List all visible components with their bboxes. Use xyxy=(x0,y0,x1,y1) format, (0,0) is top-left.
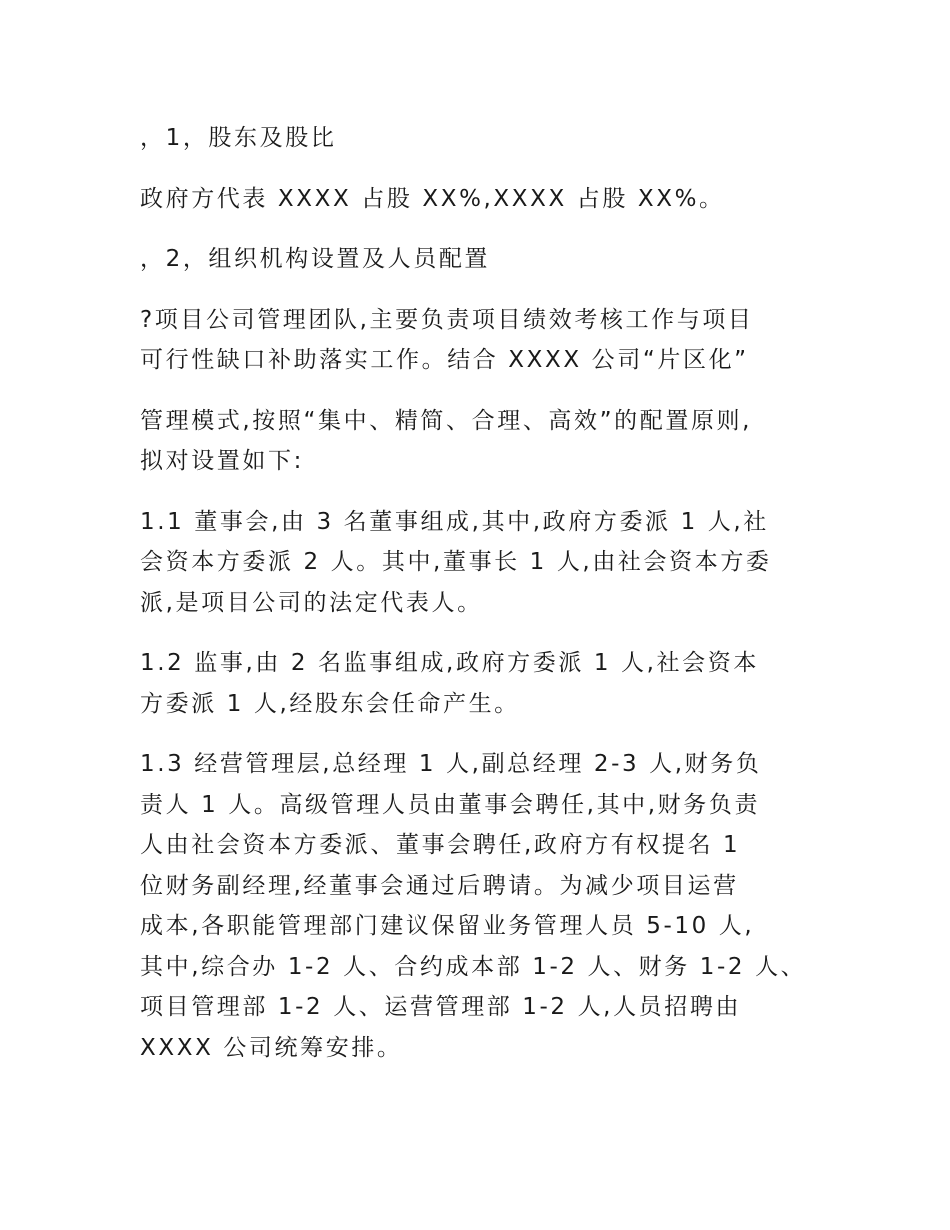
text-line: 1.2 监事,由 2 名监事组成,政府方委派 1 人,社会资本 xyxy=(140,650,759,676)
text-line: 1.3 经营管理层,总经理 1 人,副总经理 2-3 人,财务负 xyxy=(140,751,762,777)
paragraph-management-layer xyxy=(140,744,830,1068)
paragraph-supervisors xyxy=(140,643,830,724)
text-line: XXXX 公司统筹安排。 xyxy=(140,1034,403,1061)
text-line: 政府方代表 XXXX 占股 XX%,XXXX 占股 XX%。 xyxy=(140,185,725,212)
text-line: 位财务副经理,经董事会通过后聘请。为减少项目运营 xyxy=(140,872,739,899)
text-line: 成本,各职能管理部门建议保留业务管理人员 5-10 人, xyxy=(140,913,755,939)
paragraph-share-ratio xyxy=(140,179,830,220)
text-line: 方委派 1 人,经股东会任命产生。 xyxy=(140,690,520,717)
text-line: 责人 1 人。高级管理人员由董事会聘任,其中,财务负责 xyxy=(140,791,761,818)
text-line: 其中,综合办 1-2 人、合约成本部 1-2 人、财务 1-2 人、 xyxy=(140,953,807,980)
text-line: 拟对设置如下: xyxy=(140,448,304,474)
text-line: 人由社会资本方委派、董事会聘任,政府方有权提名 1 xyxy=(140,832,741,858)
text-line: 派,是项目公司的法定代表人。 xyxy=(140,589,483,616)
heading-organization xyxy=(140,239,830,280)
paragraph-management-team xyxy=(140,300,830,381)
paragraph-board xyxy=(140,502,830,624)
text-line: ?项目公司管理团队,主要负责项目绩效考核工作与项目 xyxy=(140,306,754,333)
text-line: 项目管理部 1-2 人、运营管理部 1-2 人,人员招聘由 xyxy=(140,994,742,1020)
heading-shareholders xyxy=(140,118,830,159)
text-line: 管理模式,按照“集中、精简、合理、高效”的配置原则, xyxy=(140,407,753,434)
text-line: 1.1 董事会,由 3 名董事组成,其中,政府方委派 1 人,社 xyxy=(140,508,769,535)
text-line: 可行性缺口补助落实工作。结合 XXXX 公司“片区化” xyxy=(140,347,749,373)
paragraph-management-mode xyxy=(140,401,830,482)
text-line: ，1，股东及股比 xyxy=(140,125,337,151)
document-page xyxy=(140,118,830,1088)
text-line: ，2，组织机构设置及人员配置 xyxy=(140,246,491,272)
text-line: 会资本方委派 2 人。其中,董事长 1 人,由社会资本方委 xyxy=(140,549,772,575)
